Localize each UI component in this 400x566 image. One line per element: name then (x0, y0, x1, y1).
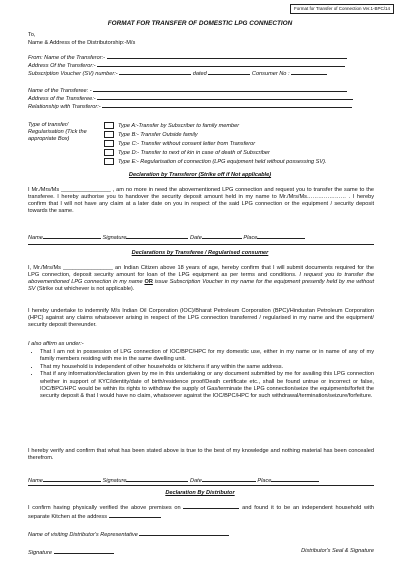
distributor-declaration-text: I confirm having physically verified the above premises on and found it to be an independent household with separate Kitchen at the address (28, 505, 374, 521)
transferee-place-field[interactable] (271, 476, 319, 482)
to-label: To, (28, 32, 36, 38)
relationship-field[interactable] (102, 102, 352, 108)
dated-label: dated (192, 71, 207, 77)
transferee-para-2: I hereby undertake to indemnify M/s Indian Oil Corporation (IOC)/Bharat Petroleum Corporation (BPC)/Hindustan Petroleum Corporation (HPC) against any claims whatsoever arising in respect of the LPG connection transferred / regularised in my name and the equipment/ security deposit thereunder. (28, 308, 374, 329)
distributor-declaration-heading: Declaration By Distributor (165, 490, 235, 496)
transferee-signature-label: Signature (102, 478, 127, 484)
transferor-address-field[interactable] (97, 61, 345, 67)
transfer-type-option-b[interactable]: Type B:- Transfer Outside family (104, 131, 198, 139)
transferor-declaration-heading: Declaration by Transferor (Strike off if Not applicable) (128, 172, 272, 178)
sv-number-label: Subscription Voucher (SV) number:- (28, 71, 118, 77)
consumer-no-label: Consumer No : (251, 71, 290, 77)
affirmation-item: • That my household is independent of other households or kitchens if any within the same address. (40, 364, 374, 371)
verified-address-field[interactable] (109, 512, 161, 518)
affirmation-list (28, 349, 374, 401)
visitor-row (28, 530, 374, 539)
transferor-date-field[interactable] (202, 233, 242, 239)
distributor-seal-label: Distributor's Seal & Signature (301, 548, 374, 554)
checkbox-type-a[interactable] (104, 122, 114, 129)
transferor-name-field[interactable] (107, 53, 347, 59)
transferee-date-field[interactable] (202, 476, 256, 482)
transferor-name-label: From: Name of the Transferor:- (28, 55, 105, 61)
transferor-declaration-text: I Mr./Mrs/Ms ________________ , am no more in need the abovementioned LPG connection and request you to transfer the same to the transferee. I hereby authorise you to handover the security deposit amount held in my name to Mr./Mrs/Ms………………… . I hereby confirm that I will not have any claim at a later date on you in respect of the said LPG connection or the equipment / security deposit towards the same. (28, 187, 374, 215)
transfer-type-option-e[interactable]: Type E:- Regularisation of connection (LPG equipment held without possessing SV). (104, 158, 327, 166)
distributor-signature-label: Signature (28, 550, 52, 556)
verification-text: I hereby verify and confirm that what has been stated above is true to the best of my knowledge and nothing material has been concealed therefrom. (28, 448, 374, 462)
affirmation-item: • That I am not in possession of LPG connection of IOC/BPC/HPC for my domestic use, either in my name or in name of any of my family members residing with me in the same dwelling unit. (40, 349, 374, 363)
transfer-type-option-c[interactable]: Type C:- Transfer without consent letter from Transferor (104, 140, 255, 148)
transferor-address-label: Address Of the Transferor:- (28, 63, 96, 69)
transferee-name-sign-field[interactable] (43, 476, 101, 482)
transferor-signature-label: Signature (102, 235, 127, 241)
transferee-name-label: Name of the Transferee: - (28, 88, 92, 94)
transferor-place-field[interactable] (257, 233, 305, 239)
consumer-no-field[interactable] (291, 69, 327, 75)
distributor-address-label: Name & Address of the Distributorship:-M/s (28, 40, 136, 46)
transfer-type-option-d[interactable]: Type D:- Transfer to next of kin in case of death of Subscriber (104, 149, 270, 157)
transferee-para-1: I, Mr./Mrs/Ms ________________ an Indian Citizen above 18 years of age, hereby confirm that I will submit documents required for the LPG connection, deposit security amount for loan of the LPG equipment as per terms and conditions. I request you to transfer the abovementioned LPG connection in my name OR issue Subscription Voucher in my name for the equipment presently held by me without SV (Strike out whichever is not applicable). (28, 265, 374, 293)
transferee-name-field[interactable] (93, 86, 347, 92)
sv-number-row (28, 69, 374, 78)
transferor-signature-field[interactable] (126, 233, 188, 239)
transferee-place-label: Place (257, 478, 272, 484)
transferee-sign-row (28, 476, 374, 485)
affirmation-item: • That if any information/declaration given by me in this undertaking or any document submitted by me for availing this LPG connection whether in support of KYC/identity/date of birth/residence proof/Death certificate etc., shall be found untrue or incorrect or false, IOC/BPC/HPC would be within its rights to withdraw the supply of Gas/terminate the LPG connection/seize the equipments/forfeit the security deposit & that I would have no claim, whatsoever against the IOC/BPC/HPC for such withdrawal/termination/seizure/forfeiture. (40, 371, 374, 400)
transfer-type-option-a[interactable]: Type A:-Transfer by Subscriber to family member (104, 122, 239, 130)
transferee-address-label: Address of the Transferee:- (28, 96, 96, 102)
transferor-place-label: Place (243, 235, 258, 241)
form-title: FORMAT FOR TRANSFER OF DOMESTIC LPG CONNECTION (107, 20, 293, 27)
transferee-date-label: Date (190, 478, 202, 484)
checkbox-type-e[interactable] (104, 158, 114, 165)
transferee-declaration-heading: Declarations by Transferee / Regularised consumer (131, 250, 269, 256)
visitor-label: Name of visiting Distributor's Representative (28, 532, 138, 538)
divider (28, 244, 374, 245)
distributor-address-row (28, 40, 374, 47)
transferor-name-sign-field[interactable] (43, 233, 101, 239)
transferor-date-label: Date (190, 235, 202, 241)
transferor-sign-row (28, 233, 374, 242)
checkbox-type-c[interactable] (104, 140, 114, 147)
distributor-signature-field[interactable] (54, 548, 114, 554)
transfer-type-label: Type of transfer/ Regularisation (Tick the appropriate Box) (28, 122, 87, 143)
version-label: Format for Transfer of Connection Ver.1-BPC/14 (290, 4, 394, 14)
checkbox-type-d[interactable] (104, 149, 114, 156)
relationship-label: Relationship with Transferor:- (28, 104, 101, 110)
transferor-name-sign-label: Name (28, 235, 43, 241)
sv-number-field[interactable] (119, 69, 191, 75)
checkbox-type-b[interactable] (104, 131, 114, 138)
dated-field[interactable] (208, 69, 250, 75)
verification-date-field[interactable] (183, 503, 239, 509)
transferee-address-field[interactable] (97, 94, 353, 100)
transferee-signature-field[interactable] (126, 476, 188, 482)
relationship-row (28, 102, 374, 111)
divider (28, 485, 374, 486)
transferee-name-sign-label: Name (28, 478, 43, 484)
also-affirm-label: I also affirm as under:- (28, 341, 84, 347)
visitor-name-field[interactable] (139, 530, 229, 536)
